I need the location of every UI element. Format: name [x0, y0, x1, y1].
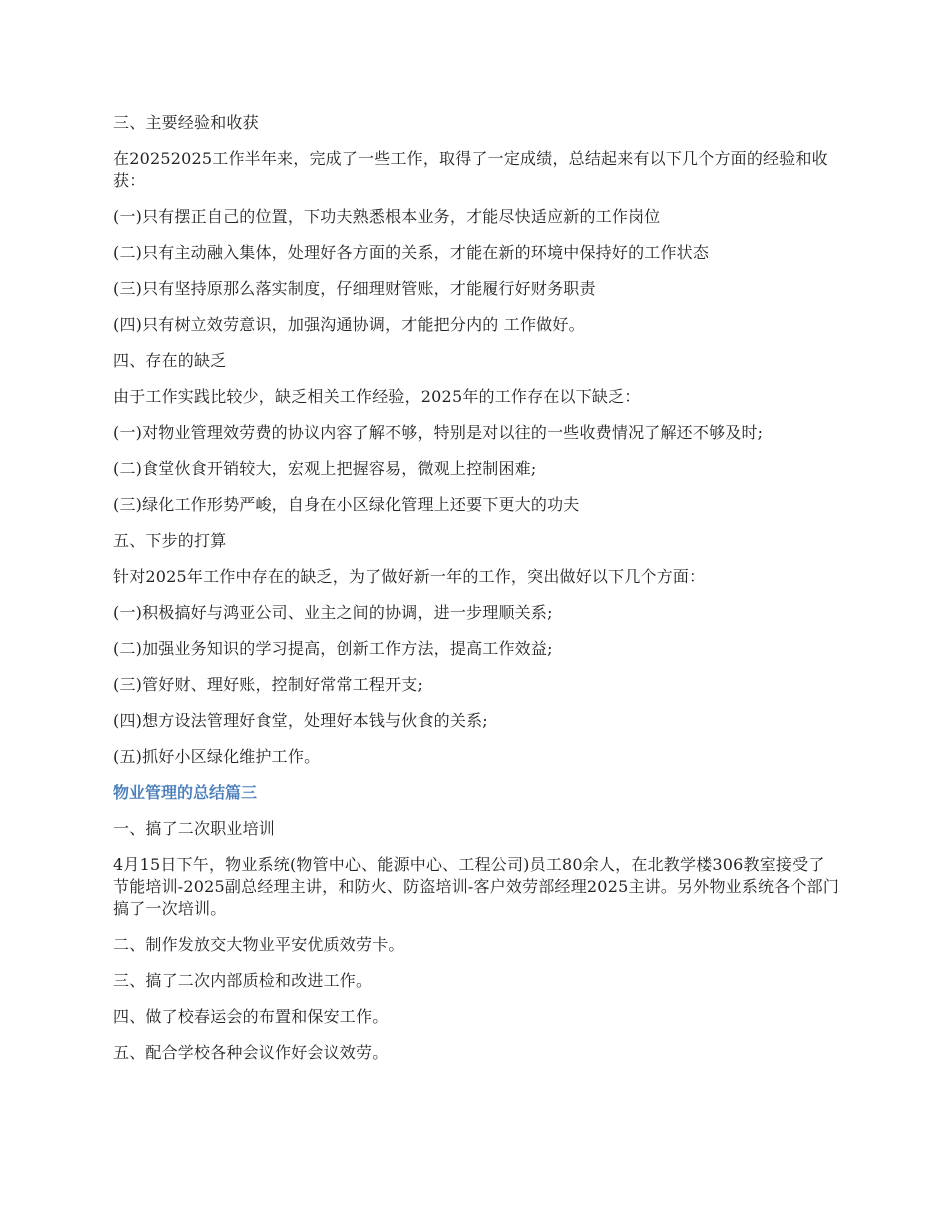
list-item: (一)只有摆正自己的位置，下功夫熟悉根本业务，才能尽快适应新的工作岗位 [113, 207, 661, 226]
list-item: (四)只有树立效劳意识，加强沟通协调，才能把分内的 工作做好。 [113, 315, 585, 334]
document-page [113, 108, 840, 1064]
article-heading: 物业管理的总结篇三 [113, 783, 258, 802]
section-heading-quality-check: 三、搞了二次内部质检和改进工作。 [113, 971, 373, 990]
list-item: (三)只有坚持原那么落实制度，仔细理财管账，才能履行好财务职责 [113, 279, 596, 298]
section-heading-training: 一、搞了二次职业培训 [113, 819, 276, 838]
list-item: (三)绿化工作形势严峻，自身在小区绿化管理上还要下更大的功夫 [113, 495, 580, 514]
list-item: (五)抓好小区绿化维护工作。 [113, 747, 321, 766]
paragraph: 4月15日下午，物业系统(物管中心、能源中心、工程公司)员工80余人，在北教学楼306教室接受了节能培训-2025副总经理主讲，和防火、防盗培训-客户效劳部经理2025主讲。另外物业系统各个部门搞了一次培训。 [113, 855, 840, 918]
section-heading-shortcomings: 四、存在的缺乏 [113, 351, 227, 370]
section-heading-next-steps: 五、下步的打算 [113, 531, 227, 550]
paragraph: 在20252025工作半年来，完成了一些工作，取得了一定成绩，总结起来有以下几个方面的经验和收获： [113, 149, 828, 190]
list-item: (二)只有主动融入集体，处理好各方面的关系，才能在新的环境中保持好的工作状态 [113, 243, 710, 262]
section-heading-main-experience: 三、主要经验和收获 [113, 113, 259, 132]
section-heading-service-card: 二、制作发放交大物业平安优质效劳卡。 [113, 935, 405, 954]
paragraph: 由于工作实践比较少，缺乏相关工作经验，2025年的工作存在以下缺乏： [113, 387, 641, 406]
list-item: (一)对物业管理效劳费的协议内容了解不够，特别是对以往的一些收费情况了解还不够及时; [113, 423, 764, 442]
section-heading-meeting-service: 五、配合学校各种会议作好会议效劳。 [113, 1043, 389, 1062]
list-item: (二)食堂伙食开销较大，宏观上把握容易，微观上控制困难; [113, 459, 537, 478]
list-item: (三)管好财、理好账，控制好常常工程开支; [113, 675, 424, 694]
paragraph: 针对2025年工作中存在的缺乏，为了做好新一年的工作，突出做好以下几个方面： [113, 567, 706, 586]
list-item: (四)想方设法管理好食堂，处理好本钱与伙食的关系; [113, 711, 488, 730]
section-heading-sports-meet: 四、做了校春运会的布置和保安工作。 [113, 1007, 389, 1026]
list-item: (二)加强业务知识的学习提高，创新工作方法，提高工作效益; [113, 639, 553, 658]
list-item: (一)积极搞好与鸿亚公司、业主之间的协调，进一步理顺关系; [113, 603, 553, 622]
